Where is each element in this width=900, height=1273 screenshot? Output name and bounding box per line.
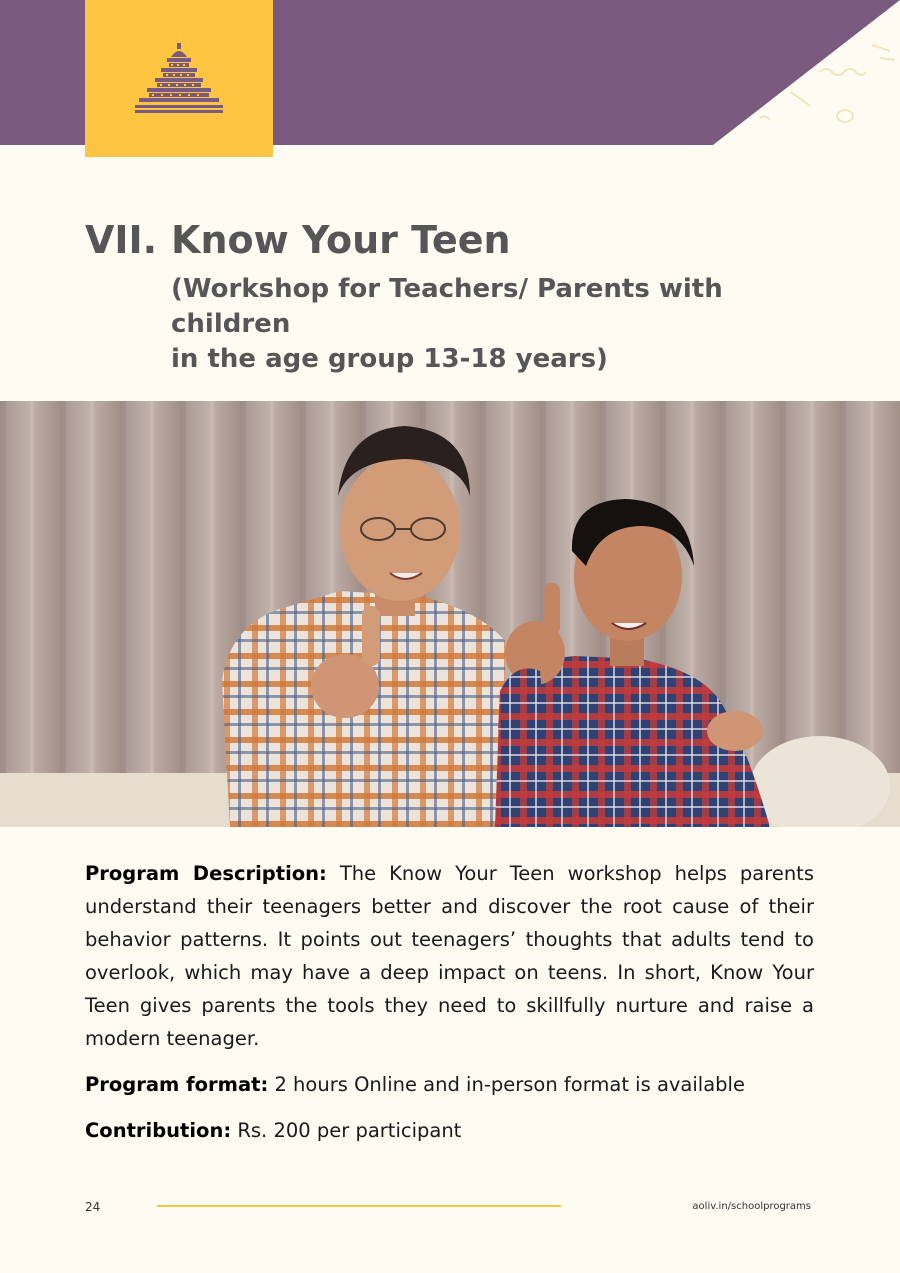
subtitle-line-2: in the age group 13-18 years) — [171, 344, 608, 374]
program-contribution-label: Contribution: — [85, 1119, 232, 1142]
temple-icon — [131, 43, 227, 115]
program-contribution-text: Rs. 200 per participant — [231, 1119, 462, 1142]
footer-divider — [157, 1205, 561, 1207]
page-title: Know Your Teen — [171, 218, 511, 262]
page-subtitle — [171, 272, 831, 377]
section-number: VII. — [85, 218, 158, 262]
program-format-label: Program format: — [85, 1073, 269, 1096]
footer-url[interactable]: aoliv.in/schoolprograms — [692, 1201, 811, 1212]
program-format-text: 2 hours Online and in-person format is available — [268, 1073, 745, 1096]
program-description-text: The Know Your Teen workshop helps parents understand their teenagers better and discover the root cause of their behavior patterns. It points out teenagers’ thoughts that adults tend to overlook, which may have a deep impact on teens. In short, Know Your Teen gives parents the tools they need to skillfully nurture and raise a modern teenager. — [85, 862, 814, 1050]
program-format — [85, 1068, 814, 1101]
subtitle-line-1: (Workshop for Teachers/ Parents with children — [171, 274, 723, 339]
program-details — [85, 857, 814, 1147]
logo-box — [85, 0, 273, 157]
program-description-label: Program Description: — [85, 862, 327, 885]
program-contribution — [85, 1114, 814, 1147]
program-description — [85, 857, 814, 1055]
page-number: 24 — [85, 1200, 101, 1214]
photo-father-and-son-thumbs-up — [0, 401, 900, 827]
